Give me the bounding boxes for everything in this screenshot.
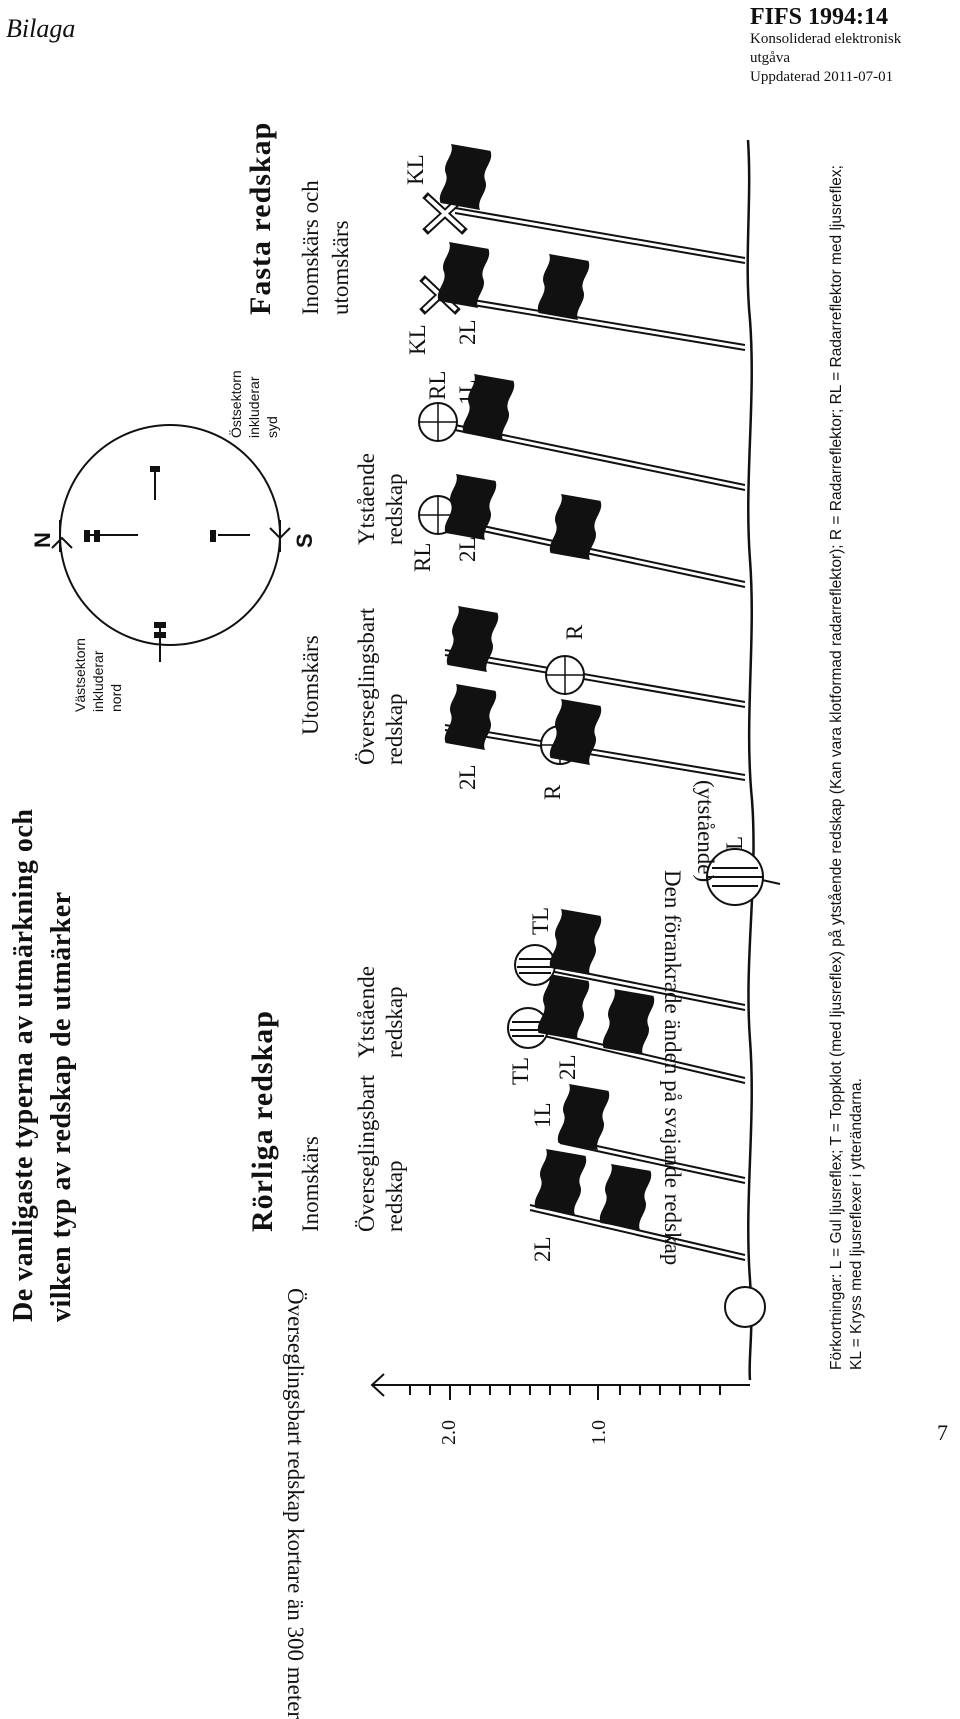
movable-type2-line1: Ytstående [354,966,379,1058]
movable-heading: Rörliga redskap [246,1010,279,1232]
label-KL: KL [403,154,428,185]
document-sub3: Uppdaterad 2011-07-01 [750,69,894,85]
sea-floor-line [748,140,754,1380]
fixed-heading: Fasta redskap [244,121,277,315]
compass-icon [52,425,290,662]
label-1L: 1L [450,154,475,180]
compass-west-line2: inkluderar [90,650,106,712]
label-1L: 1L [530,1102,555,1128]
flag-icon [557,1084,610,1151]
scale-label-2: 2.0 [438,1420,460,1445]
label-1L: 1L [455,616,480,642]
scale-ticks [410,1385,720,1395]
label-TL: TL [528,906,553,935]
label-2L: 2L [455,536,480,562]
pole-fixed-2L [455,297,745,350]
label-2L: 2L [455,319,480,345]
diagram-title-line2: vilken typ av redskap de utmärker [46,891,77,1322]
radar-reflector-icon [546,656,584,694]
compass-south: S [292,533,317,548]
fixed-zone-line1: Inomskärs och [298,180,323,315]
flag-icon [537,974,590,1041]
flag-icon [537,254,590,321]
movable-type1-line2: redskap [382,1160,407,1232]
label-TL: TL [508,1056,533,1085]
label-2L: 2L [555,1054,580,1080]
compass-east-line1: Östsektorn [228,370,244,438]
flag-icon [599,1164,652,1231]
outer-type2-line2: redskap [382,473,407,545]
note-short-gear: Överseglingsbart redskap kortare än 300 meter [283,1288,308,1719]
compass-north: N [30,532,55,548]
label-2L: 2L [455,764,480,790]
scale-axis [372,1374,750,1400]
scale-label-1: 1.0 [588,1420,610,1445]
outer-type2-line1: Ytstående [354,453,379,545]
pole-fixed-1L [455,208,745,263]
ball-icon [515,945,555,985]
footnote-line1: Förkortningar: L = Gul ljusreflex; T = Toppklot (med ljusreflex) på ytstående redskap (Kan vara klotformad radarreflektor); R = Radarreflektor; RL = Radarreflektor med ljusreflex; [828,165,845,1370]
movable-zone: Inomskärs [298,1136,323,1232]
movable-type2-line2: redskap [382,986,407,1058]
document-sub1: Konsoliderad elektronisk [750,31,902,47]
label-RL: RL [410,542,435,572]
diagram-title-line1: De vanligaste typerna av utmärkning och [8,808,39,1322]
label-2L: 2L [530,1236,555,1262]
flag-icon [437,242,490,309]
pole-outer-surface-2L [455,520,745,587]
note-anchored-line2: (ytstående) [693,780,718,883]
note-anchored-line1: Den förankrade änden på svajande redskap [660,870,685,1266]
label-1L: 1L [560,929,585,955]
compass-west-line1: Västsektorn [72,638,88,712]
label-R: R [562,624,587,640]
compass-east-line3: syd [264,416,280,438]
document-code: FIFS 1994:14 [750,4,888,30]
label-KL: KL [405,324,430,355]
label-RL: RL [425,370,450,400]
page-number: 7 [937,1420,948,1445]
fixed-zone-line2: utomskärs [328,220,353,315]
radar-reflector-icon [419,403,457,441]
compass-west-line3: nord [108,683,124,712]
outer-zone: Utomskärs [298,635,323,735]
document-sub2: utgåva [750,50,790,66]
flag-icon [444,474,497,541]
flag-icon [444,684,497,751]
outer-type1-line2: redskap [382,693,407,765]
label-R: R [540,784,565,800]
label-L: L [722,835,747,850]
section-label: Bilaga [6,14,76,43]
flag-icon [602,989,655,1056]
label-1L: 1L [455,379,480,405]
flag-icon [534,1149,587,1216]
pole-outer-overseal-2L [445,725,745,780]
ball-icon [725,1287,765,1327]
movable-type1-line1: Överseglingsbart [354,1074,379,1232]
footnote-line2: KL = Kryss med ljusreflexer i ytterändarna. [848,1078,865,1370]
compass-east-line2: inkluderar [246,376,262,438]
outer-type1-line1: Överseglingsbart [354,607,379,765]
